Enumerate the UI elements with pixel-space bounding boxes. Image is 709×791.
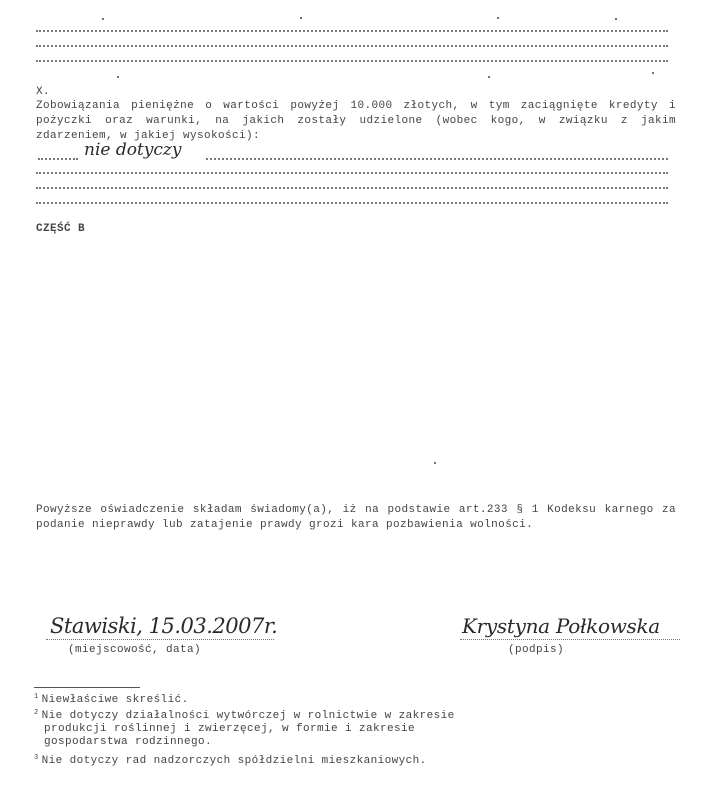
scan-speck (488, 76, 490, 78)
signature-caption: (podpis) (508, 644, 565, 656)
dotted-line (460, 639, 680, 640)
scan-speck (434, 462, 436, 464)
scan-speck (102, 18, 104, 20)
footnote-3 (34, 752, 427, 768)
section-x-text: Zobowiązania pieniężne o wartości powyżej 10.000 złotych, w tym zaciągnięte kredyty i pożyczki oraz warunki, na jakich zostały udzielone (wobec kogo, w związku z jakim zdarzeniem, w jakiej wysokości): (36, 100, 676, 142)
footnote-line: produkcji roślinnej i zwierzęcej, w formie i zakresie (44, 723, 416, 735)
footnote-line: Niewłaściwe skreślić. (41, 694, 189, 706)
dotted-line (206, 158, 668, 160)
scan-speck (300, 17, 302, 19)
part-b-heading: CZĘŚĆ B (36, 223, 86, 235)
footnote-mark: 2 (34, 709, 39, 717)
place-date-caption: (miejscowość, data) (68, 644, 202, 656)
place-date-handwritten: Stawiski, 15.03.2007r. (50, 614, 278, 638)
footnote-line: Nie dotyczy działalności wytwórczej w rolnictwie w zakresie (41, 710, 455, 722)
footnote-line: gospodarstwa rodzinnego. (44, 736, 213, 748)
footnote-2 (34, 707, 455, 749)
footnote-line: Nie dotyczy rad nadzorczych spółdzielni mieszkaniowych. (41, 755, 427, 767)
footnote-1 (34, 691, 189, 707)
scan-speck (497, 17, 499, 19)
dotted-line (36, 187, 668, 189)
scan-speck (117, 76, 119, 78)
dotted-line (36, 45, 668, 47)
dotted-line (38, 158, 78, 160)
scan-speck (652, 72, 654, 74)
footnote-mark: 3 (34, 754, 39, 762)
declaration-text: Powyższe oświadczenie składam świadomy(a), iż na podstawie art.233 § 1 Kodeksu karnego za podanie nieprawdy lub zatajenie prawdy grozi kara pozbawienia wolności. (36, 504, 676, 531)
dotted-line (36, 202, 668, 204)
section-number: X. (36, 86, 51, 98)
dotted-line (36, 172, 668, 174)
dotted-line (36, 60, 668, 62)
handwritten-answer: nie dotyczy (84, 140, 182, 160)
signature-handwritten: Krystyna Połkowska (462, 614, 660, 638)
footnote-separator (34, 687, 140, 688)
scan-speck (615, 18, 617, 20)
dotted-line (46, 639, 274, 640)
footnote-mark: 1 (34, 693, 39, 701)
dotted-line (36, 30, 668, 32)
